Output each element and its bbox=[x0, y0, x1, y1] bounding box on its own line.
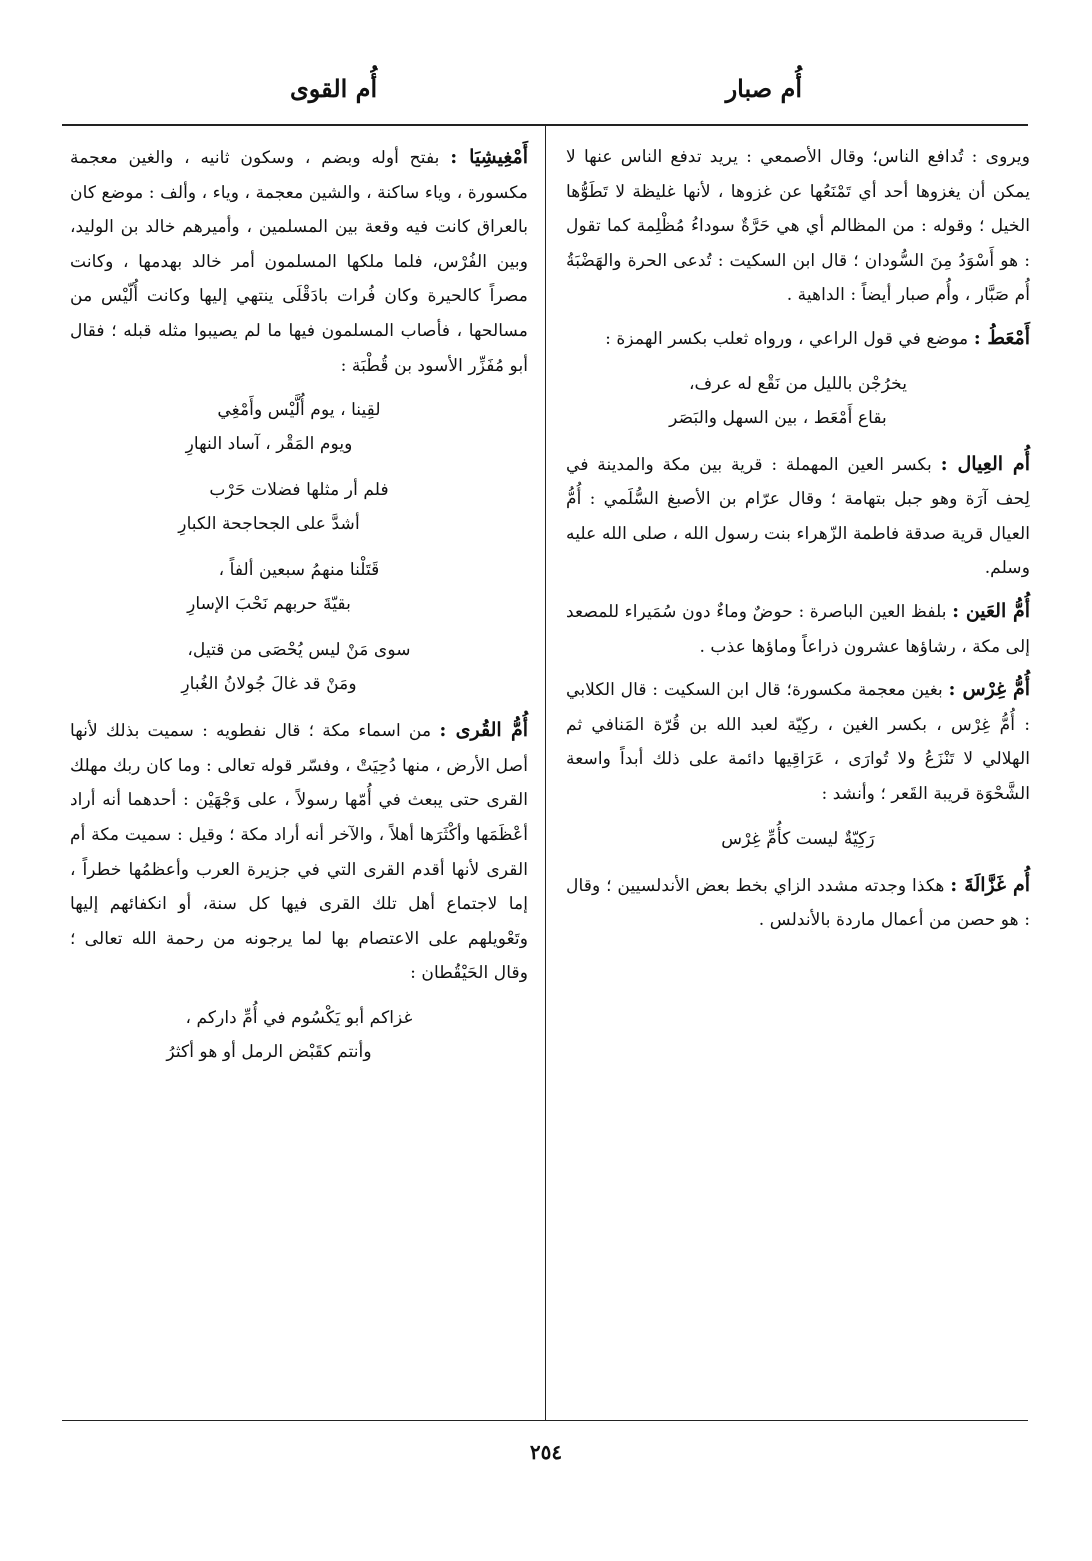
entry-title: أُم غَزَّالَةَ : bbox=[950, 873, 1030, 896]
page-number: ٢٥٤ bbox=[529, 1440, 563, 1464]
entry-text: من اسماء مكة ؛ قال نفطويه : سميت بذلك لأنها أصل الأرض ، منها دُحِيَتْ ، وفسّر قوله تعالى : وما كان ربك مهلك القرى حتى يبعث في أُمّها رسولاً ، على وَجْهَيْن : أحدهما أنه أراد أعْظَمَها وأكْثَرَها أهلاً ، والآخر أنه أراد مكة ؛ وقيل : سميت مكة أم القرى لأنها أقدم القرى التي في جزيرة العرب وأعظمُها خطراً ، إما لاجتماع أهل تلك القرى فيها كل سنة، أو انكفائهم إليها وتَعْويلهم على الاعتصام بها لما يرجونه من رحمة الله تعالى ؛ وقال الحَيْقُطان : bbox=[70, 721, 528, 984]
entry-text: بفتح أوله وبضم ، وسكون ثانيه ، والغين معجمة مكسورة ، وياء ساكنة ، والشين معجمة ، وياء ، وألف : موضع كان بالعراق كانت فيه وقعة بين المسلمين ، وأميرهم خالد بن الوليد، وبين الفُرْس، فلما ملكها المسلمون أمر خالد بهدمها ، وكانت مصراً كالحيرة وكان فُرات بادَقْلَى ينتهي إليها وكانت أُلّيْس من مسالحها ، فأصاب المسلمون فيها ما لم يصيبوا مثله قبله ؛ فقال أبو مُفَزِّر الأسود بن قُطْبَة : bbox=[70, 148, 528, 376]
entry-continuation bbox=[566, 140, 1030, 313]
entry-umm-al-qura bbox=[70, 713, 528, 991]
column-divider bbox=[545, 126, 546, 1420]
verse bbox=[566, 367, 1030, 435]
entry-umm-ghazzala bbox=[566, 868, 1030, 938]
verse-first-hemistich: لقِينا ، يوم أُلَّيْس وأَمْغِي bbox=[217, 400, 381, 421]
verse bbox=[70, 473, 528, 541]
running-header-right: أُم صبار bbox=[725, 74, 802, 103]
entry-text: ويروى : تُدافع الناس؛ وقال الأصمعي : يريد تدفع الناس عنها لا يمكن أن يغزوها أحد أي تَمْنَعُها عن غزوها ، لأنها غليظة لا تَطَوُّها الخيل ؛ وقوله : من المظالم أي هي حَرَّةٌ سوداءُ مُظْلِمة كما تقول : هو أَسْوَدُ مِنَ السُّودان ؛ قال ابن السكيت : تُدعى الحرة والهَضْبَةُ أُم صَبَّار ، وأُم صبار أيضاً : الداهية . bbox=[566, 147, 1030, 306]
poem bbox=[70, 1001, 528, 1069]
entry-umm-al-ayn bbox=[566, 594, 1030, 664]
entry-text: هكذا وجدته مشدد الزاي بخط بعض الأندلسيين ؛ وقال : هو حصن من أعمال ماردة بالأندلس . bbox=[566, 875, 1030, 931]
verse-line: رَكِيّةٌ ليست كأُمِّ غِرْس bbox=[721, 828, 875, 849]
verse-second-hemistich: وأنتم كقَبْض الرمل أو هو أكثرُ bbox=[166, 1041, 372, 1062]
entry-title: أَمْغِيشِيَا : bbox=[450, 146, 528, 168]
right-column bbox=[566, 140, 1030, 946]
verse bbox=[70, 1001, 528, 1069]
entry-text: بغين معجمة مكسورة؛ قال ابن السكيت : قال الكلابي : أُمُّ غِرْس ، بكسر الغين ، ركِيّة لعبد الله بن قُرّة المَنافي ثم الهلالي لا تَنْزَعُ ولا تُوارَى ، عَرَاقِيها دائمة على ذلك أبداً واسعة الشَّحْوَة قريبة القَعر ؛ وأنشد : bbox=[566, 680, 1030, 804]
poem bbox=[566, 822, 1030, 856]
verse-first-hemistich: سوى مَنْ ليس يُحْصَى من قتيل، bbox=[187, 640, 411, 661]
entry-umm-ghirs bbox=[566, 672, 1030, 811]
entry-text: موضع في قول الراعي ، ورواه ثعلب بكسر الهمزة : bbox=[605, 328, 969, 349]
entry-title: أُمُّ العَين : bbox=[952, 599, 1031, 622]
entry-amghishiya bbox=[70, 140, 528, 383]
entry-title: أُم العِيال : bbox=[940, 452, 1030, 475]
verse-second-hemistich: أشدَّ على الجحاجحة الكبارِ bbox=[178, 514, 360, 535]
verse-second-hemistich: بقاع أَمْعَط ، بين السهل والبَصَر bbox=[669, 407, 887, 428]
left-column bbox=[70, 140, 528, 1081]
entry-title: أُمُّ القُرى : bbox=[439, 719, 528, 742]
verse bbox=[70, 633, 528, 701]
verse-first-hemistich: يخرُجْن بالليل من نَقْع له عرف، bbox=[688, 373, 907, 394]
poem bbox=[566, 367, 1030, 435]
entry-text: بلفظ العين الباصرة : حوضٌ وماءٌ دون سُمَيراء للمصعد إلى مكة ، رشاؤها عشرون ذراعاً وماؤها عذب . bbox=[566, 601, 1030, 657]
entry-title: أُمُّ غِرْس : bbox=[948, 678, 1031, 701]
verse-second-hemistich: بقيّةَ حربهم نَحْبَ الإسارِ bbox=[187, 594, 351, 615]
verse bbox=[70, 553, 528, 621]
entry-title: أَمْعَطُ : bbox=[973, 326, 1030, 349]
verse-first-hemistich: غزاكم أبو يَكْسُوم في أُمِّ داركم ، bbox=[185, 1007, 413, 1028]
entry-amat bbox=[566, 321, 1030, 357]
verse bbox=[70, 393, 528, 461]
verse-second-hemistich: ويوم المَقْر ، آساد النهارِ bbox=[185, 434, 353, 455]
poem bbox=[70, 393, 528, 701]
verse-first-hemistich: فلم أر مثلها فضلات حَرْب bbox=[209, 480, 389, 501]
verse-first-hemistich: قَتَلْنا منهمُ سبعين ألفاً ، bbox=[218, 560, 380, 581]
entry-umm-al-iyal bbox=[566, 447, 1030, 586]
footer-rule bbox=[62, 1420, 1028, 1421]
running-header-left: أُم القوى bbox=[290, 74, 378, 103]
verse-second-hemistich: ومَنْ قد غالَ جُولانُ الغُبارِ bbox=[181, 674, 357, 695]
entry-text: بكسر العين المهملة : قرية بين مكة والمدينة في لِحف آرَة وهو جبل بتهامة ؛ وقال عرّام بن الأصبغ السُّلَمي : أُمُّ العيال قرية صدقة فاطمة الزّهراء بنت رسول الله ، صلى الله عليه وسلم. bbox=[566, 454, 1030, 579]
